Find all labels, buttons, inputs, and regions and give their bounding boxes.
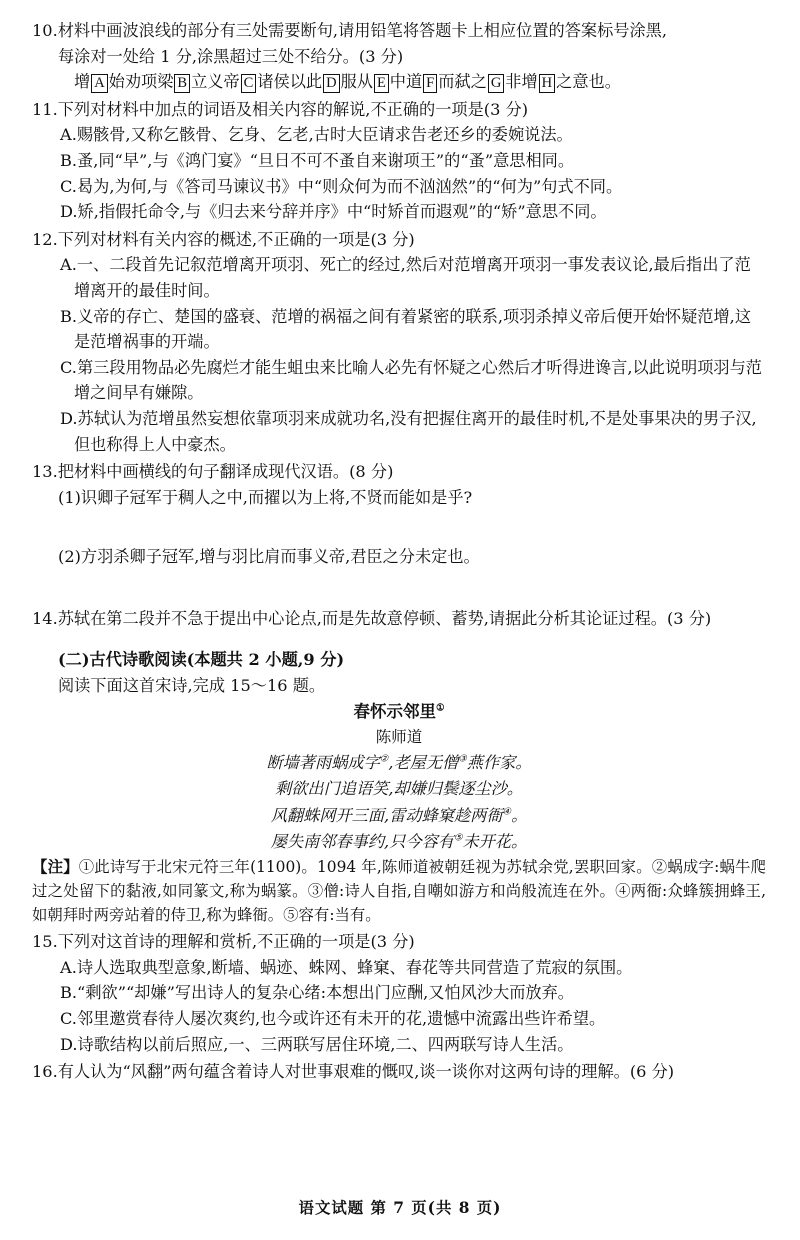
option-box-g[interactable]: G <box>488 74 504 93</box>
question-15-option-d[interactable]: D.诗歌结构以前后照应,一、三两联写居住环境,二、四两联写诗人生活。 <box>60 1034 574 1054</box>
poem-line-3-mark: ④ <box>502 806 512 818</box>
boxed-text-2: 始劝项梁 <box>108 72 174 92</box>
poetry-section <box>32 647 766 927</box>
question-10-line-2: 每涂对一处给 1 分,涂黑超过三处不给分。(3 分) <box>58 46 404 66</box>
notes-label: 【注】 <box>32 858 79 877</box>
question-11 <box>32 97 766 225</box>
option-box-h[interactable]: H <box>539 74 555 93</box>
poem-line-2 <box>32 776 766 802</box>
page-footer: 语文试题 第 7 页(共 8 页) <box>298 1199 502 1217</box>
poem-line-3-a: 风翻蛛网开三面,雷动蜂窠趁两衙 <box>270 805 503 825</box>
option-box-b[interactable]: B <box>174 74 190 93</box>
question-15-option-b[interactable]: B.“剩欲”“却嫌”写出诗人的复杂心绪:本想出门应酬,又怕风沙大而放弃。 <box>60 983 574 1003</box>
poem-line-4-mark: ⑤ <box>453 832 463 844</box>
question-15 <box>32 929 766 1057</box>
question-16 <box>32 1059 766 1085</box>
boxed-text-0: 增 <box>74 72 91 92</box>
answer-space-2[interactable] <box>32 572 766 606</box>
question-11-option-c[interactable]: C.曷为,为何,与《答司马谏议书》中“则众何为而不汹汹然”的“何为”句式不同。 <box>60 176 623 196</box>
question-12-option-b[interactable]: B.义帝的存亡、楚国的盛衰、范增的祸福之间有着紧密的联系,项羽杀掉义帝后便开始怀疑范增,这是范增祸事的开端。 <box>60 306 752 352</box>
question-14-stem: 14.苏轼在第二段并不急于提出中心论点,而是先故意停顿、蓄势,请据此分析其论证过程。(3 分) <box>32 608 712 628</box>
poem-line-1 <box>32 750 766 776</box>
question-13 <box>32 459 766 570</box>
answer-space-1[interactable] <box>32 510 766 544</box>
question-11-option-b[interactable]: B.蚤,同“早”,与《鸿门宴》“旦日不可不蚤自来谢项王”的“蚤”意思相同。 <box>60 150 575 170</box>
question-12-option-d[interactable]: D.苏轼认为范增虽然妄想依靠项羽来成就功名,没有把握住离开的最佳时机,不是处事果决的男子汉,但也称得上人中豪杰。 <box>60 408 757 454</box>
poem-line-4-b: 未开花。 <box>462 831 528 851</box>
question-16-stem: 16.有人认为“风翻”两句蕴含着诗人对世事艰难的慨叹,谈一谈你对这两句诗的理解。(6 分) <box>32 1062 675 1082</box>
poem-notes <box>32 855 766 927</box>
poem-title-text: 春怀示邻里 <box>353 701 436 721</box>
boxed-text-8: 服从 <box>340 72 373 92</box>
spacer-before-section <box>32 633 766 647</box>
option-box-e[interactable]: E <box>374 74 389 93</box>
notes-body: ①此诗写于北宋元符三年(1100)。1094 年,陈师道被朝廷视为苏轼余党,罢职回家。②蜗成字:蜗牛爬过之处留下的黏液,如同篆文,称为蜗篆。③僧:诗人自指,自嘲如游方和尚般流连在外。④两衙:众蜂簇拥蜂王,如朝拜时两旁站着的侍卫,称为蜂衙。⑤容有:当有。 <box>32 858 766 925</box>
question-15-option-c[interactable]: C.邻里邀赏春待人屡次爽约,也今或许还有未开的花,遗憾中流露出些许希望。 <box>60 1008 606 1028</box>
question-13-item-1: (1)识卿子冠军于稠人之中,而擢以为上将,不贤而能如是乎? <box>58 487 473 507</box>
question-10 <box>32 18 766 95</box>
poem-line-2-a: 剩欲出门追语笑,却嫌归鬓逐尘沙。 <box>275 779 523 799</box>
boxed-text-12: 而弑之 <box>438 72 487 92</box>
boxed-text-6: 诸侯以此 <box>257 72 323 92</box>
question-11-option-a[interactable]: A.赐骸骨,又称乞骸骨、乞身、乞老,古时大臣请求告老还乡的委婉说法。 <box>60 125 573 145</box>
option-box-a[interactable]: A <box>91 74 107 93</box>
question-12-stem: 12.下列对材料有关内容的概述,不正确的一项是(3 分) <box>32 229 415 249</box>
poem-title-note-mark: ① <box>435 702 445 714</box>
question-14 <box>32 606 766 632</box>
poem-line-4-a: 屡失南邻春事约,只今容有 <box>270 831 454 851</box>
boxed-text-14: 非增 <box>505 72 538 92</box>
poem-line-1-b: ,老屋无僧 <box>388 753 459 773</box>
poem-line-3 <box>32 803 766 829</box>
question-12-option-a[interactable]: A.一、二段首先记叙范增离开项羽、死亡的经过,然后对范增离开项羽一事发表议论,最后指出了范增离开的最佳时间。 <box>60 255 751 300</box>
poem-line-3-b: 。 <box>511 805 528 825</box>
boxed-text-4: 立义帝 <box>191 72 240 92</box>
poem-line-1-c: 燕作家。 <box>466 753 532 773</box>
poem-title <box>32 699 766 725</box>
question-13-stem: 13.把材料中画横线的句子翻译成现代汉语。(8 分) <box>32 462 394 482</box>
question-10-line-1: 10.材料中画波浪线的部分有三处需要断句,请用铅笔将答题卡上相应位置的答案标号涂黑, <box>32 21 667 40</box>
question-11-option-d[interactable]: D.矫,指假托命令,与《归去来兮辞并序》中“时矫首而遐观”的“矫”意思不同。 <box>60 202 607 222</box>
question-13-item-2: (2)方羽杀卿子冠军,增与羽比肩而事义帝,君臣之分未定也。 <box>58 547 480 567</box>
section-title: (二)古代诗歌阅读(本题共 2 小题,9 分) <box>58 650 345 670</box>
question-15-stem: 15.下列对这首诗的理解和赏析,不正确的一项是(3 分) <box>32 932 415 952</box>
boxed-text-10: 中道 <box>389 72 423 92</box>
question-15-option-a[interactable]: A.诗人选取典型意象,断墙、蜗迹、蛛网、蜂窠、春花等共同营造了荒寂的氛围。 <box>60 957 633 977</box>
poem-author: 陈师道 <box>375 728 423 747</box>
section-instruction: 阅读下面这首宋诗,完成 15～16 题。 <box>58 676 326 696</box>
question-11-stem: 11.下列对材料中加点的词语及相关内容的解说,不正确的一项是(3 分) <box>32 99 529 119</box>
poem-line-1-mark2: ③ <box>458 753 467 765</box>
poem-line-4 <box>32 829 766 855</box>
question-12-option-c[interactable]: C.第三段用物品必先腐烂才能生蛆虫来比喻人必先有怀疑之心然后才听得进谗言,以此说明项羽与范增之间早有嫌隙。 <box>60 357 762 403</box>
poem-line-1-a: 断墙著雨蜗成字 <box>266 753 380 773</box>
poem-line-1-mark: ② <box>379 753 389 765</box>
option-box-d[interactable]: D <box>323 74 339 93</box>
option-box-f[interactable]: F <box>423 74 437 93</box>
option-box-c[interactable]: C <box>241 74 257 93</box>
question-12 <box>32 227 766 457</box>
question-10-boxed-sentence <box>32 69 766 95</box>
boxed-text-16: 之意也。 <box>556 72 621 92</box>
